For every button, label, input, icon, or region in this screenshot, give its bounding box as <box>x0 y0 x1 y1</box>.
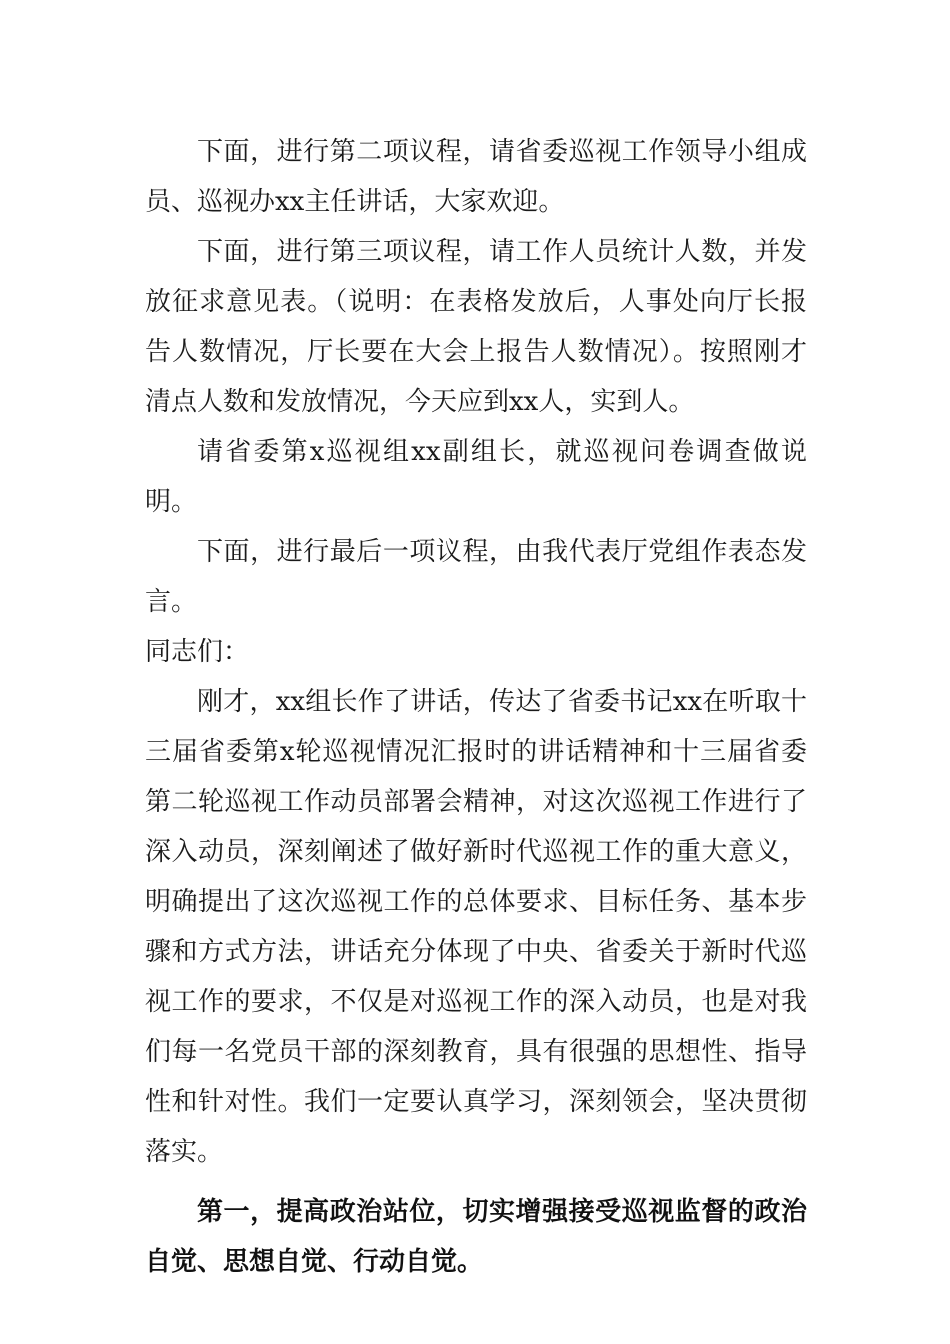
paragraph-second-agenda: 下面，进行第二项议程，请省委巡视工作领导小组成员、巡视办xx主任讲话，大家欢迎。 <box>145 137 807 217</box>
paragraph-questionnaire: 请省委第x巡视组xx副组长，就巡视问卷调查做说明。 <box>145 437 807 517</box>
paragraph-third-agenda: 下面，进行第三项议程，请工作人员统计人数，并发放征求意见表。（说明：在表格发放后，人事处向厅长报告人数情况，厅长要在大会上报告人数情况）。按照刚才清点人数和发放情况，今天应到xx人，实到人。 <box>145 237 807 417</box>
salutation: 同志们： <box>145 637 250 667</box>
section-heading-first: 第一，提高政治站位，切实增强接受巡视监督的政治自觉、思想自觉、行动自觉。 <box>145 1197 807 1277</box>
paragraph-speech-summary: 刚才，xx组长作了讲话，传达了省委书记xx在听取十三届省委第x轮巡视情况汇报时的讲话精神和十三届省委第二轮巡视工作动员部署会精神，对这次巡视工作进行了深入动员，深刻阐述了做好新时代巡视工作的重大意义，明确提出了这次巡视工作的总体要求、目标任务、基本步骤和方式方法，讲话充分体现了中央、省委关于新时代巡视工作的要求，不仅是对巡视工作的深入动员，也是对我们每一名党员干部的深刻教育，具有很强的思想性、指导性和针对性。我们一定要认真学习，深刻领会，坚决贯彻落实。 <box>145 687 807 1167</box>
document-body <box>145 127 807 1287</box>
paragraph-final-agenda: 下面，进行最后一项议程，由我代表厅党组作表态发言。 <box>145 537 807 617</box>
